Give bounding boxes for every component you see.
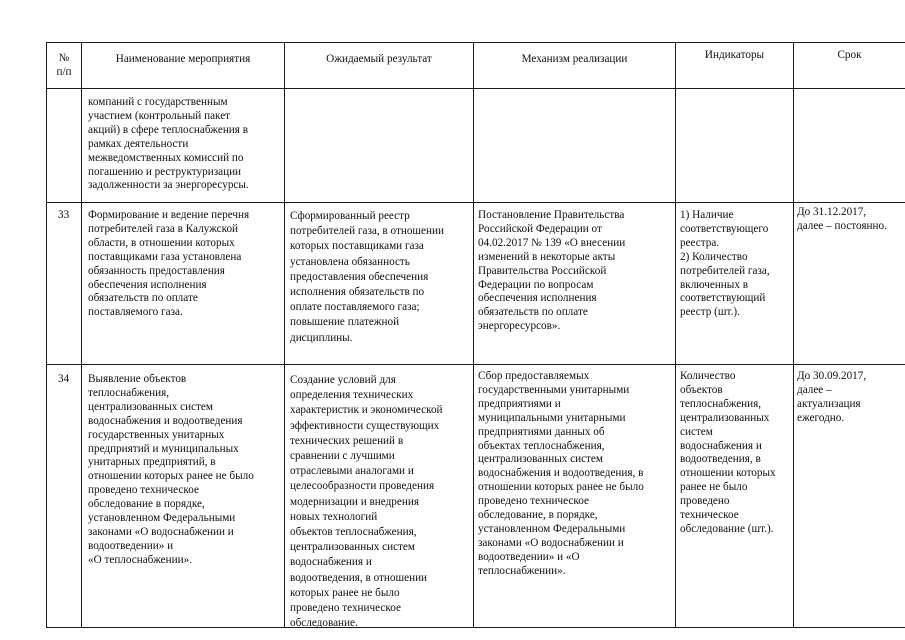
- row1-num: 33: [58, 209, 70, 221]
- table-bottom-border: [46, 627, 905, 628]
- row0-name: компаний с государственным участием (контрольный пакет акций) в сфере теплоснабжения в рамках деятельности межведомственных комиссий по погашению и реструктуризации задолженности за энергоресурсы.: [88, 96, 249, 192]
- row2-num: 34: [58, 373, 70, 385]
- header-deadline: Срок: [837, 49, 862, 61]
- table-top-border: [46, 42, 905, 43]
- col-divider-3: [473, 42, 474, 628]
- col-divider-1: [81, 42, 82, 628]
- header-mechanism: Механизм реализации: [521, 53, 628, 65]
- row-divider-2: [46, 364, 905, 365]
- row2-mechanism: Сбор предоставляемых государственными унитарными предприятиями и муниципальными унитарными предприятиями данных об объектах теплоснабжения, централизованных систем водоснабжения и водоотведения, в отношении которых ранее не было проведено техническое обследование, в порядке, установленном Федеральными законами «О водоснабжении и водоотведении» и «О теплоснабжении».: [478, 370, 644, 577]
- row1-result: Сформированный реестр потребителей газа, в отношении которых поставщиками газа установлена обязанность предоставления обеспечения исполнения обязательств по оплате поставляемого газа; повышение платежной дисциплины.: [290, 210, 444, 344]
- row1-mechanism: Постановление Правительства Российской Федерации от 04.02.2017 № 139 «О внесении изменений в некоторые акты Правительства Российской Федерации по вопросам обеспечения исполнения обязательств по оплате энергоресурсов».: [478, 209, 626, 333]
- col-divider-5: [793, 42, 794, 628]
- header-name: Наименование мероприятия: [115, 53, 251, 65]
- col-divider-2: [284, 42, 285, 628]
- row1-indicators: 1) Наличие соответствующего реестра. 2) Количество потребителей газа, включенных в соответствующий реестр (шт.).: [680, 209, 770, 319]
- row2-indicators: Количество объектов теплоснабжения, централизованных систем водоснабжения и водоотведения, в отношении которых ранее не было проведено техническое обследование (шт.).: [680, 370, 776, 535]
- row2-deadline: До 30.09.2017, далее – актуализация ежегодно.: [797, 370, 867, 424]
- header-num: № п/п: [56, 52, 72, 78]
- row1-name: Формирование и ведение перечня потребителей газа в Калужской области, в отношении которых поставщиками газа установлена обязанность предоставления обеспечения исполнения обязательств по оплате поставляемого газа.: [88, 209, 250, 319]
- col-divider-0: [46, 42, 47, 628]
- col-divider-4: [675, 42, 676, 628]
- header-result: Ожидаемый результат: [326, 53, 432, 65]
- row2-result: Создание условий для определения технических характеристик и экономической эффективности существующих технических решений в сравнении с лучшими отраслевыми аналогами и целесообразности проведения модернизации и внедрения новых технологий объектов теплоснабжения, централизованных систем водоснабжения и водоотведения, в отношении которых ранее не было проведено техническое обследование.: [290, 374, 443, 630]
- header-bottom-border: [46, 88, 905, 89]
- row2-name: Выявление объектов теплоснабжения, централизованных систем водоснабжения и водоотведения государственных унитарных предприятий и муниципальных унитарных предприятий, в отношении которых ранее не было проведено техническое обследование в порядке, установленном Федеральными законами «О водоснабжении и водоотведении» и «О теплоснабжении».: [88, 373, 254, 566]
- row-divider-1: [46, 202, 905, 203]
- row1-deadline: До 31.12.2017, далее – постоянно.: [797, 206, 887, 232]
- header-indicators: Индикаторы: [704, 49, 765, 61]
